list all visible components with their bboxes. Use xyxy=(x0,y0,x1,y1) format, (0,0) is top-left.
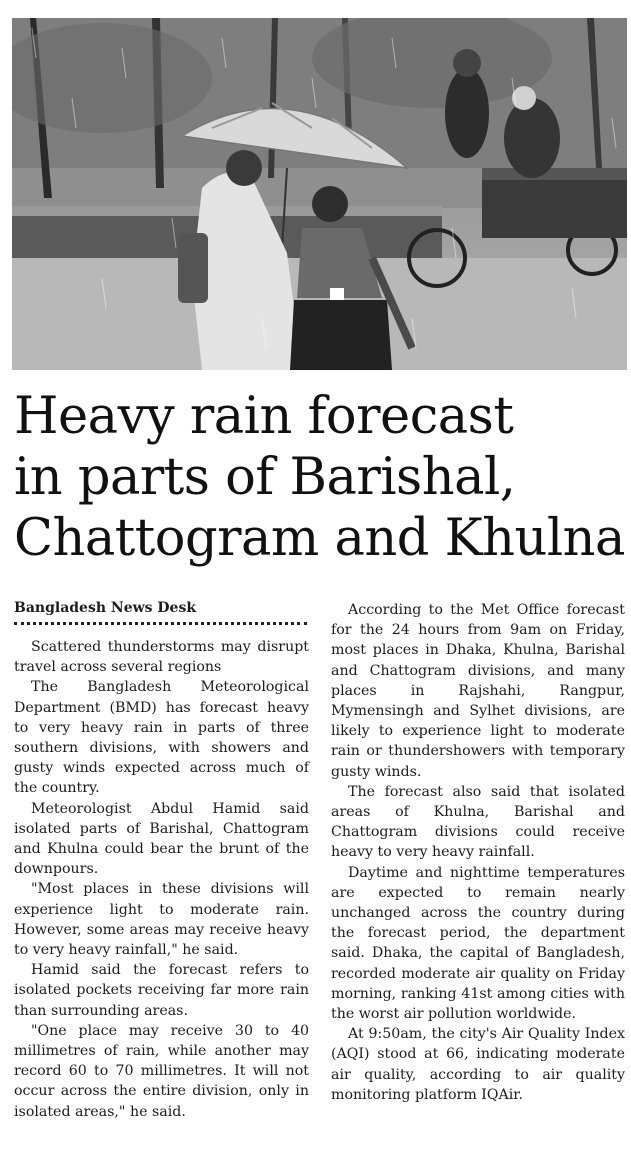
headline-line-2: in parts of Barishal, xyxy=(14,448,516,507)
paragraph: According to the Met Office forecast for the 24 hours from 9am on Friday, most places in Dhaka, Khulna, Barishal and Chattogram divisions, and many places in Rajshahi, Rangpur, Mymensingh and Sylhet divisions, are likely to experience light to moderate rain or thundershowers with temporary gusty winds. xyxy=(331,602,625,780)
news-photo xyxy=(12,18,627,370)
headline-line-1: Heavy rain forecast xyxy=(14,387,514,446)
byline-divider xyxy=(14,622,307,625)
paragraph: Scattered thunderstorms may disrupt travel across several regions xyxy=(14,639,309,676)
paragraph: "Most places in these divisions will experience light to moderate rain. However, some areas may receive heavy to very heavy rainfall," he said. xyxy=(14,881,309,959)
paragraph: At 9:50am, the city's Air Quality Index (AQI) stood at 66, indicating moderate air quality, according to air quality monitoring platform IQAir. xyxy=(331,1026,625,1103)
article-column-right xyxy=(331,600,625,1105)
byline: Bangladesh News Desk xyxy=(14,600,197,616)
paragraph: The forecast also said that isolated areas of Khulna, Barishal and Chattogram divisions could receive heavy to very heavy rainfall. xyxy=(331,783,625,861)
paragraph: Meteorologist Abdul Hamid said isolated parts of Barishal, Chattogram and Khulna could bear the brunt of the downpours. xyxy=(14,800,309,878)
paragraph: Daytime and nighttime temperatures are expected to remain nearly unchanged across the country during the forecast period, the department said. Dhaka, the capital of Bangladesh, recorded moderate air quality on Friday morning, ranking 41st among cities with the worst air pollution worldwide. xyxy=(331,864,625,1023)
rain-scene-photo-icon xyxy=(12,18,627,370)
article-column-left xyxy=(14,598,309,1122)
paragraph: Hamid said the forecast refers to isolated pockets receiving far more rain than surrounding areas. xyxy=(14,962,309,1019)
headline xyxy=(14,386,624,569)
paragraph: The Bangladesh Meteorological Department (BMD) has forecast heavy to very heavy rain in parts of three southern divisions, with showers and gusty winds expected across much of the country. xyxy=(14,679,309,797)
paragraph: "One place may receive 30 to 40 millimetres of rain, while another may record 60 to 70 millimetres. It will not occur across the entire division, only in isolated areas," he said. xyxy=(14,1022,309,1120)
headline-line-3: Chattogram and Khulna xyxy=(14,509,625,568)
